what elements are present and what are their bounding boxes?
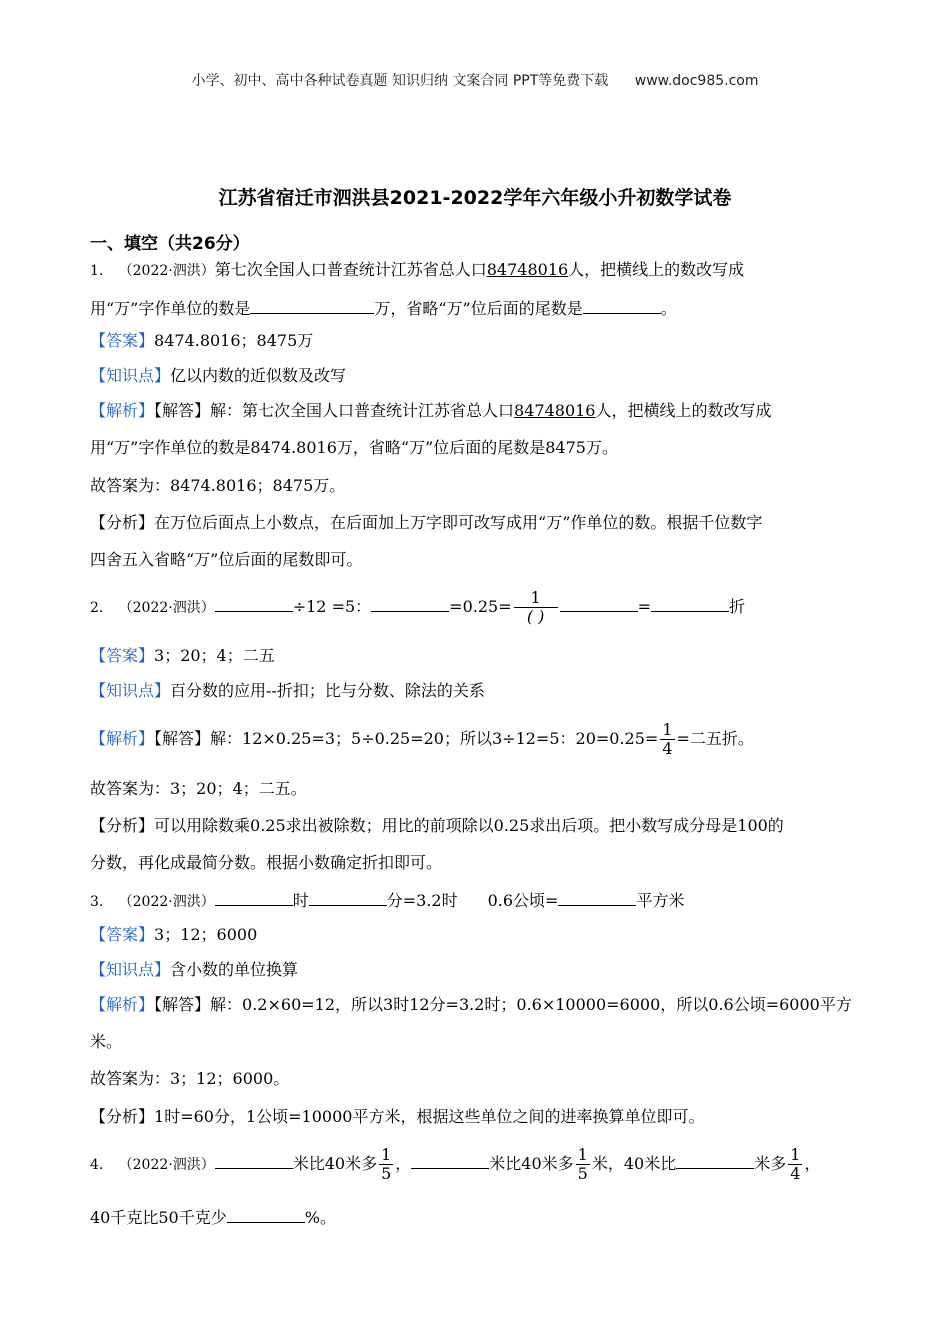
q3-t1: 时 [292,891,309,910]
q3-reason-value: 1时=60分，1公顷=10000平方米，根据这些单位之间的进率换算单位即可。 [154,1107,705,1126]
knowledge-label: 【知识点】 [90,960,171,979]
q4-t2: ， [395,1154,412,1173]
q4-number: 4. [90,1157,104,1173]
q2-blank-3[interactable] [560,595,638,612]
q1-conclusion: 故答案为：8474.8016；8475万。 [90,476,346,495]
q1-sol-underlined: 84748016 [514,401,596,420]
page-title: 江苏省宿迁市泗洪县2021-2022学年六年级小升初数学试卷 [218,187,732,209]
q2-frac-den: ( ) [526,607,545,626]
q4-f1-den: 5 [381,1164,392,1183]
q4-fraction-2 [576,1146,590,1183]
q1-answer-value: 8474.8016；8475万 [154,331,314,350]
solution-label: 【解答】 [154,995,211,1014]
q3-reason [90,1107,704,1127]
q4-t6: ， [804,1154,821,1173]
q2-reason-line1 [90,816,784,836]
q4-f2-num: 1 [577,1145,588,1164]
q3-knowledge [90,960,298,980]
q1-line2-c: 。 [660,299,677,318]
q1-underlined-number: 84748016 [486,260,569,279]
q1-number: 1. [90,263,104,279]
q2-number: 2. [90,600,104,616]
q2-sol-a: 解：12×0.25=3；5÷0.25=20；所以3÷12=5：20=0.25= [210,729,659,748]
q2-answer [90,646,275,666]
q2-t3: = [637,597,652,616]
q4-blank-4[interactable] [227,1206,305,1223]
q2-solution [90,717,754,761]
q2-t4: 折 [729,597,746,616]
q2-blank-4[interactable] [651,595,729,612]
knowledge-label: 【知识点】 [90,681,171,700]
q4-f3-num: 1 [790,1145,801,1164]
q1-line2-b: 万，省略“万”位后面的尾数是 [374,299,583,318]
q3-answer [90,925,257,945]
answer-label: 【答案】 [90,331,155,350]
q3-blank-1[interactable] [215,889,293,906]
q2-blank-1[interactable] [215,595,293,612]
q2-reason-line2: 分数，再化成最简分数。根据小数确定折扣即可。 [90,853,443,872]
q1-sol-a: 解：第七次全国人口普查统计江苏省总人口 [210,401,515,420]
q4-t5: 米多 [754,1154,787,1173]
q2-blank-2[interactable] [371,595,449,612]
solution-label: 【解答】 [154,401,211,420]
q2-sol-frac-num: 1 [662,720,673,739]
q2-sol-frac-den: 4 [662,739,673,758]
q2-sol-fraction [660,721,674,758]
section-heading: 一、填空（共26分） [90,234,250,254]
q2-conclusion: 故答案为：3；20；4；二五。 [90,779,307,798]
q4-line2-b: %。 [304,1208,336,1227]
q4-line1 [90,1142,820,1187]
knowledge-label: 【知识点】 [90,366,171,385]
q1-reason-line1 [90,513,762,533]
q2-fraction [514,589,558,626]
q4-fraction-3 [788,1146,802,1183]
q1-line1 [90,260,744,281]
q1-blank-2[interactable] [583,297,661,314]
q1-answer [90,331,313,351]
q1-blank-1[interactable] [250,297,374,314]
page-header [0,70,950,90]
q3-conclusion: 故答案为：3；12；6000。 [90,1069,290,1088]
q4-blank-3[interactable] [676,1152,754,1169]
q1-solution-line1 [90,401,772,421]
q3-solution-line2: 米。 [90,1032,123,1051]
q1-line2 [90,297,677,319]
reason-label: 【分析】 [90,816,155,835]
q4-blank-1[interactable] [215,1152,293,1169]
q4-t4: 米，40米比 [591,1154,677,1173]
q2-knowledge-value: 百分数的应用--折扣；比与分数、除法的关系 [170,681,485,700]
q3-knowledge-value: 含小数的单位换算 [170,960,299,979]
q3-blank-3[interactable] [558,889,636,906]
answer-label: 【答案】 [90,925,155,944]
q2-sol-b: =二五折。 [676,729,754,748]
q3-line1 [90,889,684,912]
q3-source: （2022·泗洪） [118,894,215,910]
q2-t2: =0.25= [449,597,512,616]
q2-reason-1: 可以用除数乘0.25求出被除数；用比的前项除以0.25求出后项。把小数写成分母是100的 [154,816,784,835]
q1-reason-1: 在万位后面点上小数点，在后面加上万字即可改写成用“万”作单位的数。根据千位数字 [154,513,763,532]
q4-fraction-1 [379,1146,393,1183]
q2-t1: ÷12 =5： [292,597,372,616]
analysis-label: 【解析】 [90,729,155,748]
q3-solution-line1 [90,995,852,1015]
q1-reason-line2: 四舍五入省略“万”位后面的尾数即可。 [90,550,363,569]
q1-source: （2022·泗洪） [118,263,215,279]
q3-answer-value: 3；12；6000 [154,925,258,944]
analysis-label: 【解析】 [90,401,155,420]
reason-label: 【分析】 [90,1107,155,1126]
q3-sol-1: 解：0.2×60=12，所以3时12分=3.2时；0.6×10000=6000，所以0.6公顷=6000平方 [210,995,852,1014]
answer-label: 【答案】 [90,646,155,665]
q4-f3-den: 4 [790,1164,801,1183]
header-text: 小学、初中、高中各种试卷真题 知识归纳 文案合同 PPT等免费下载 [191,73,609,89]
analysis-label: 【解析】 [90,995,155,1014]
q4-line2 [90,1206,336,1228]
q3-t2: 分=3.2时 [386,891,458,910]
q3-t3: 0.6公顷= [487,891,559,910]
q4-blank-2[interactable] [411,1152,489,1169]
header-site[interactable]: www.doc985.com [634,73,759,89]
q4-f2-den: 5 [577,1164,588,1183]
q3-number: 3. [90,894,104,910]
q2-answer-value: 3；20；4；二五 [154,646,275,665]
q2-source: （2022·泗洪） [118,600,215,616]
q2-line1 [90,586,745,629]
q1-knowledge [90,366,346,386]
q4-t1: 米比40米多 [292,1154,378,1173]
q1-knowledge-value: 亿以内数的近似数及改写 [170,366,347,385]
q4-t3: 米比40米多 [489,1154,574,1173]
q2-frac-num: 1 [514,589,558,608]
reason-label: 【分析】 [90,513,155,532]
q1-text-a: 第七次全国人口普查统计江苏省总人口 [214,260,487,279]
q4-f1-num: 1 [381,1145,392,1164]
q3-blank-2[interactable] [309,889,387,906]
q1-line2-a: 用“万”字作单位的数是 [90,299,251,318]
q2-knowledge [90,681,485,701]
solution-label: 【解答】 [154,729,211,748]
q1-solution-line2: 用“万”字作单位的数是8474.8016万，省略“万”位后面的尾数是8475万。 [90,438,618,457]
q4-line2-a: 40千克比50千克少 [90,1208,227,1227]
q1-sol-b: 人，把横线上的数改写成 [595,401,772,420]
q4-source: （2022·泗洪） [118,1157,215,1173]
q3-t4: 平方米 [636,891,685,910]
q1-text-b: 人，把横线上的数改写成 [568,260,745,279]
